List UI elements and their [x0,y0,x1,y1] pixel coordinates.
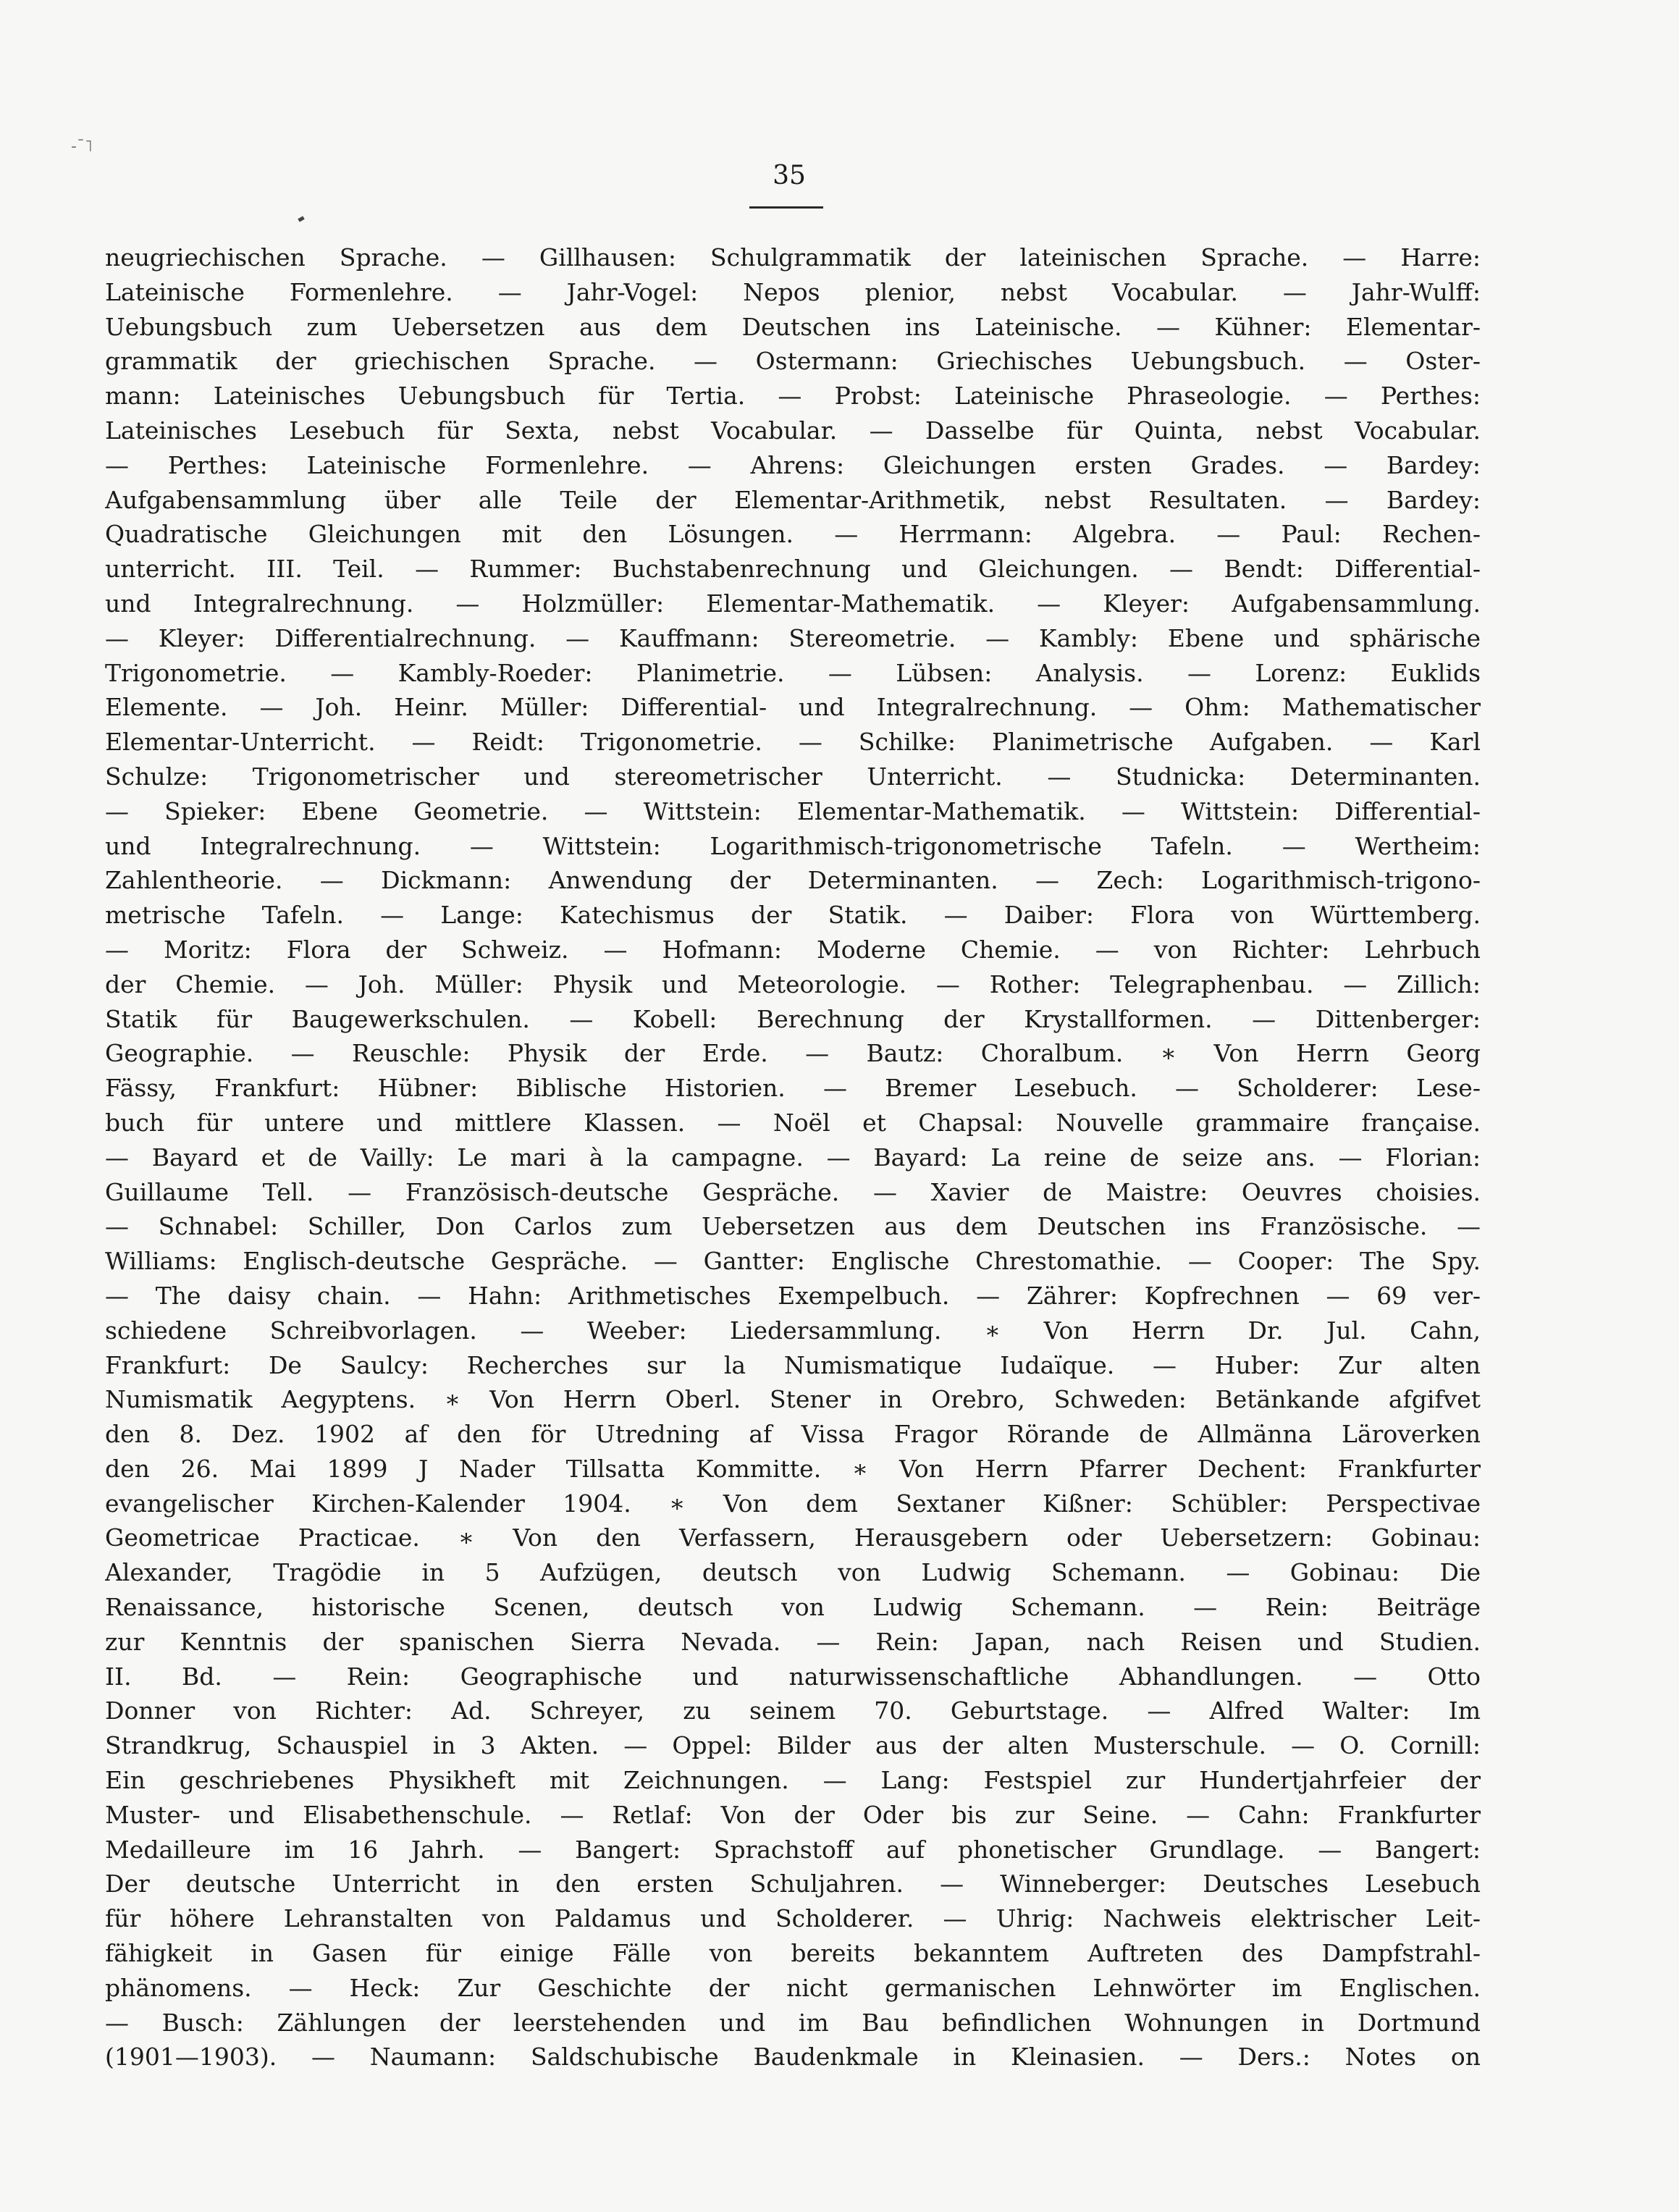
text-line: II. Bd. — Rein: Geographische und naturwissenschaftliche Abhandlungen. — Otto [105,1662,1481,1691]
text-line: Guillaume Tell. — Französisch-deutsche Gespräche. — Xavier de Maistre: Oeuvres choisies. [105,1177,1481,1206]
text-line: — Kleyer: Differentialrechnung. — Kauffmann: Stereometrie. — Kambly: Ebene und sphärische [105,623,1481,652]
text-line: Williams: Englisch-deutsche Gespräche. — Gantter: Englische Chrestomathie. — Cooper: The Spy. [105,1247,1481,1276]
text-line: Der deutsche Unterricht in den ersten Schuljahren. — Winneberger: Deutsches Lesebuch [105,1870,1481,1898]
margin-mark: -ˉ˥ [71,138,93,156]
text-line: Lateinisches Lesebuch für Sexta, nebst Vocabular. — Dasselbe für Quinta, nebst Vocabular. [105,416,1481,445]
text-line: neugriechischen Sprache. — Gillhausen: Schulgrammatik der lateinischen Sprache. — Harre: [105,243,1481,272]
text-line: Schulze: Trigonometrischer und stereometrischer Unterricht. — Studnicka: Determinanten. [105,762,1481,791]
text-line: der Chemie. — Joh. Müller: Physik und Meteorologie. — Rother: Telegraphenbau. — Zillich: [105,970,1481,998]
text-line: und Integralrechnung. — Wittstein: Logarithmisch-trigonometrische Tafeln. — Wertheim: [105,831,1481,860]
text-line: Ein geschriebenes Physikheft mit Zeichnungen. — Lang: Festspiel zur Hundertjahrfeier der [105,1766,1481,1795]
text-line: Geometricae Practicae. ∗ Von den Verfassern, Herausgebern oder Uebersetzern: Gobinau: [105,1523,1481,1552]
text-line: phänomens. — Heck: Zur Geschichte der nicht germanischen Lehnwörter im Englischen. [105,1973,1481,2002]
text-line: Elementar-Unterricht. — Reidt: Trigonometrie. — Schilke: Planimetrische Aufgaben. — Karl [105,728,1481,757]
text-line: Strandkrug, Schauspiel in 3 Akten. — Oppel: Bilder aus der alten Musterschule. — O. Cornill: [105,1731,1481,1760]
text-line: Aufgabensammlung über alle Teile der Elementar-Arithmetik, nebst Resultaten. — Bardey: [105,485,1481,514]
text-line: Renaissance, historische Scenen, deutsch von Ludwig Schemann. — Rein: Beiträge [105,1593,1481,1622]
text-line: Trigonometrie. — Kambly-Roeder: Planimetrie. — Lübsen: Analysis. — Lorenz: Euklids [105,658,1481,687]
text-line: fähigkeit in Gasen für einige Fälle von bereits bekanntem Auftreten des Dampfstrahl- [105,1939,1481,1968]
text-line: (1901—1903). — Naumann: Saldschubische Baudenkmale in Kleinasien. — Ders.: Notes on [105,2043,1481,2072]
text-line: Statik für Baugewerkschulen. — Kobell: Berechnung der Krystallformen. — Dittenberger: [105,1004,1481,1033]
text-line: den 8. Dez. 1902 af den för Utredning af Vissa Fragor Rörande de Allmänna Läroverken [105,1420,1481,1449]
text-line: grammatik der griechischen Sprache. — Ostermann: Griechisches Uebungsbuch. — Oster- [105,347,1481,376]
text-line: — Bayard et de Vailly: Le mari à la campagne. — Bayard: La reine de seize ans. — Florian: [105,1143,1481,1172]
text-line: Lateinische Formenlehre. — Jahr-Vogel: Nepos plenior, nebst Vocabular. — Jahr-Wulff: [105,277,1481,306]
text-line: Muster- und Elisabethenschule. — Retlaf: Von der Oder bis zur Seine. — Cahn: Frankfurter [105,1800,1481,1829]
text-line: — The daisy chain. — Hahn: Arithmetisches Exempelbuch. — Zährer: Kopfrechnen — 69 ver- [105,1281,1481,1310]
text-line: für höhere Lehranstalten von Paldamus und Scholderer. — Uhrig: Nachweis elektrischer Leit- [105,1904,1481,1933]
body-text [105,240,1481,2074]
text-line: — Schnabel: Schiller, Don Carlos zum Uebersetzen aus dem Deutschen ins Französische. — [105,1212,1481,1241]
text-line: Zahlentheorie. — Dickmann: Anwendung der Determinanten. — Zech: Logarithmisch-trigono- [105,866,1481,895]
text-line: Elemente. — Joh. Heinr. Müller: Differential- und Integralrechnung. — Ohm: Mathematischer [105,693,1481,722]
page-number: 35 [773,161,806,190]
page-number-underline [749,206,823,209]
text-line: unterricht. III. Teil. — Rummer: Buchstabenrechnung und Gleichungen. — Bendt: Differential- [105,555,1481,584]
text-line: Geographie. — Reuschle: Physik der Erde. — Bautz: Choralbum. ∗ Von Herrn Georg [105,1039,1481,1068]
text-line: mann: Lateinisches Uebungsbuch für Tertia. — Probst: Lateinische Phraseologie. — Perthes: [105,382,1481,411]
text-line: Numismatik Aegyptens. ∗ Von Herrn Oberl. Stener in Orebro, Schweden: Betänkande afgifvet [105,1385,1481,1414]
text-line: — Busch: Zählungen der leerstehenden und im Bau befindlichen Wohnungen in Dortmund [105,2008,1481,2037]
text-line: buch für untere und mittlere Klassen. — Noël et Chapsal: Nouvelle grammaire française. [105,1108,1481,1137]
text-line: Donner von Richter: Ad. Schreyer, zu seinem 70. Geburtstage. — Alfred Walter: Im [105,1696,1481,1725]
text-line: schiedene Schreibvorlagen. — Weeber: Liedersammlung. ∗ Von Herrn Dr. Jul. Cahn, [105,1316,1481,1345]
text-line: Medailleure im 16 Jahrh. — Bangert: Sprachstoff auf phonetischer Grundlage. — Bangert: [105,1835,1481,1864]
text-line: zur Kenntnis der spanischen Sierra Nevada. — Rein: Japan, nach Reisen und Studien. [105,1627,1481,1656]
text-line: Uebungsbuch zum Uebersetzen aus dem Deutschen ins Lateinische. — Kühner: Elementar- [105,312,1481,341]
text-line: — Moritz: Flora der Schweiz. — Hofmann: Moderne Chemie. — von Richter: Lehrbuch [105,935,1481,964]
text-line: Frankfurt: De Saulcy: Recherches sur la Numismatique Iudaïque. — Huber: Zur alten [105,1350,1481,1379]
print-speck [298,216,304,222]
text-line: — Perthes: Lateinische Formenlehre. — Ahrens: Gleichungen ersten Grades. — Bardey: [105,450,1481,479]
text-line: und Integralrechnung. — Holzmüller: Elementar-Mathematik. — Kleyer: Aufgabensammlung. [105,589,1481,618]
text-line: Quadratische Gleichungen mit den Lösungen. — Herrmann: Algebra. — Paul: Rechen- [105,520,1481,549]
text-line: evangelischer Kirchen-Kalender 1904. ∗ Von dem Sextaner Kißner: Schübler: Perspectivae [105,1489,1481,1518]
text-line: Fässy, Frankfurt: Hübner: Biblische Historien. — Bremer Lesebuch. — Scholderer: Lese- [105,1074,1481,1103]
text-line: metrische Tafeln. — Lange: Katechismus der Statik. — Daiber: Flora von Württemberg. [105,901,1481,930]
text-line: — Spieker: Ebene Geometrie. — Wittstein: Elementar-Mathematik. — Wittstein: Differential- [105,796,1481,825]
text-line: Alexander, Tragödie in 5 Aufzügen, deutsch von Ludwig Schemann. — Gobinau: Die [105,1558,1481,1587]
text-line: den 26. Mai 1899 J Nader Tillsatta Kommitte. ∗ Von Herrn Pfarrer Dechent: Frankfurter [105,1454,1481,1483]
